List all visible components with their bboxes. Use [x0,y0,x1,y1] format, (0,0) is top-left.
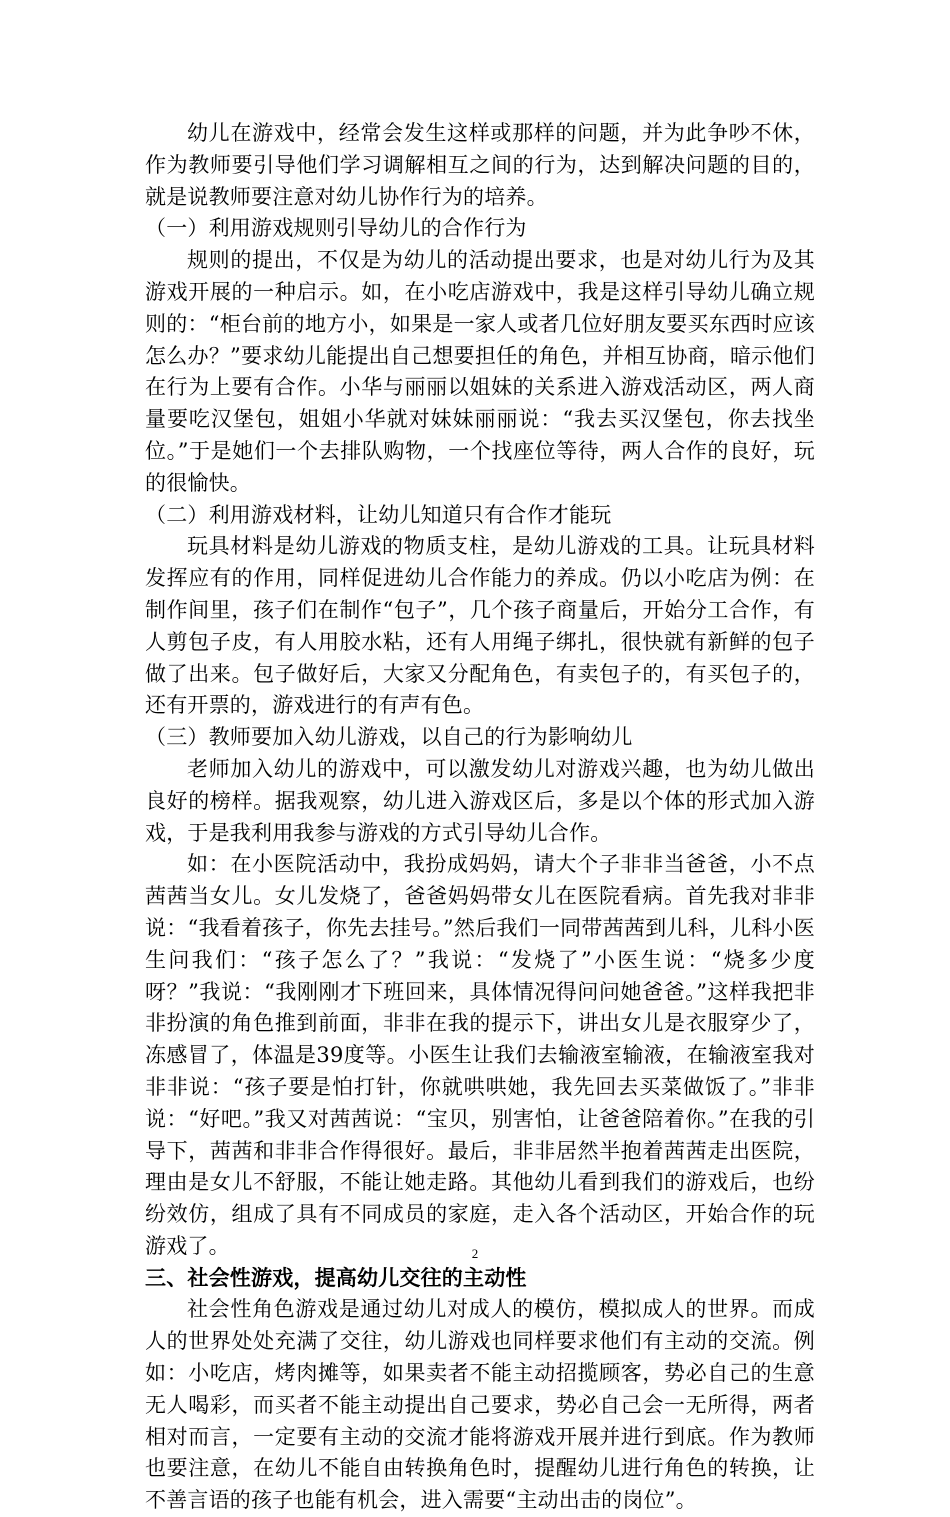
document-body [145,118,815,1517]
paragraph-materials: 玩具材料是幼儿游戏的物质支柱，是幼儿游戏的工具。让玩具材料发挥应有的作用，同样促进幼儿合作能力的养成。仍以小吃店为例：在制作间里，孩子们在制作“包子”，几个孩子商量后，开始分工合作，有人剪包子皮，有人用胶水粘，还有人用绳子绑扎，很快就有新鲜的包子做了出来。包子做好后，大家又分配角色，有卖包子的，有买包子的，还有开票的，游戏进行的有声有色。 [145,534,815,718]
section-heading-materials: （二）利用游戏材料，让幼儿知道只有合作才能玩 [145,502,612,527]
paragraph-hospital-example: 如：在小医院活动中，我扮成妈妈，请大个子非非当爸爸，小不点茜茜当女儿。女儿发烧了，爸爸妈妈带女儿在医院看病。首先我对非非说：“我看着孩子，你先去挂号。”然后我们一同带茜茜到儿科，儿科小医生问我们：“孩子怎么了？”我说：“发烧了”小医生说：“烧多少度呀？”我说：“我刚刚才下班回来，具体情况得问问她爸爸。”这样我把非非扮演的角色推到前面，非非在我的提示下，讲出女儿是衣服穿少了，冻感冒了，体温是39度等。小医生让我们去输液室输液，在输液室我对非非说：“孩子要是怕打针，你就哄哄她，我先回去买菜做饭了。”非非说：“好吧。”我又对茜茜说：“宝贝，别害怕，让爸爸陪着你。”在我的引导下，茜茜和非非合作得很好。最后，非非居然半抱着茜茜走出医院，理由是女儿不舒服，不能让她走路。其他幼儿看到我们的游戏后，也纷纷效仿，组成了具有不同成员的家庭，走入各个活动区，开始合作的玩游戏了。 [145,852,815,1258]
paragraph-teacher: 老师加入幼儿的游戏中，可以激发幼儿对游戏兴趣，也为幼儿做出良好的榜样。据我观察，幼儿进入游戏区后，多是以个体的形式加入游戏，于是我利用我参与游戏的方式引导幼儿合作。 [145,756,815,845]
paragraph-intro: 幼儿在游戏中，经常会发生这样或那样的问题，并为此争吵不休，作为教师要引导他们学习调解相互之间的行为，达到解决问题的目的，就是说教师要注意对幼儿协作行为的培养。 [145,121,815,209]
paragraph-rules: 规则的提出，不仅是为幼儿的活动提出要求，也是对幼儿行为及其游戏开展的一种启示。如，在小吃店游戏中，我是这样引导幼儿确立规则的：“柜台前的地方小，如果是一家人或者几位好朋友要买东西时应该怎么办？”要求幼儿能提出自己想要担任的角色，并相互协商，暗示他们在行为上要有合作。小华与丽丽以姐妹的关系进入游戏活动区，两人商量要吃汉堡包，姐姐小华就对妹妹丽丽说：“我去买汉堡包，你去找坐位。”于是她们一个去排队购物，一个找座位等待，两人合作的良好，玩的很愉快。 [145,248,815,495]
section-heading-rules: （一）利用游戏规则引导幼儿的合作行为 [145,216,527,241]
page-number: 2 [471,1246,479,1261]
paragraph-social: 社会性角色游戏是通过幼儿对成人的模仿，模拟成人的世界。而成人的世界处处充满了交往，幼儿游戏也同样要求他们有主动的交流。例如：小吃店，烤肉摊等，如果卖者不能主动招揽顾客，势必自己的生意无人喝彩，而买者不能主动提出自己要求，势必自己会一无所得，两者相对而言，一定要有主动的交流才能将游戏开展并进行到底。作为教师也要注意，在幼儿不能自由转换角色时，提醒幼儿进行角色的转换，让不善言语的孩子也能有机会，进入需要“主动出击的岗位”。 [145,1297,815,1513]
section-heading-social: 三、社会性游戏，提高幼儿交往的主动性 [145,1265,527,1290]
section-heading-teacher: （三）教师要加入幼儿游戏，以自己的行为影响幼儿 [145,725,633,750]
